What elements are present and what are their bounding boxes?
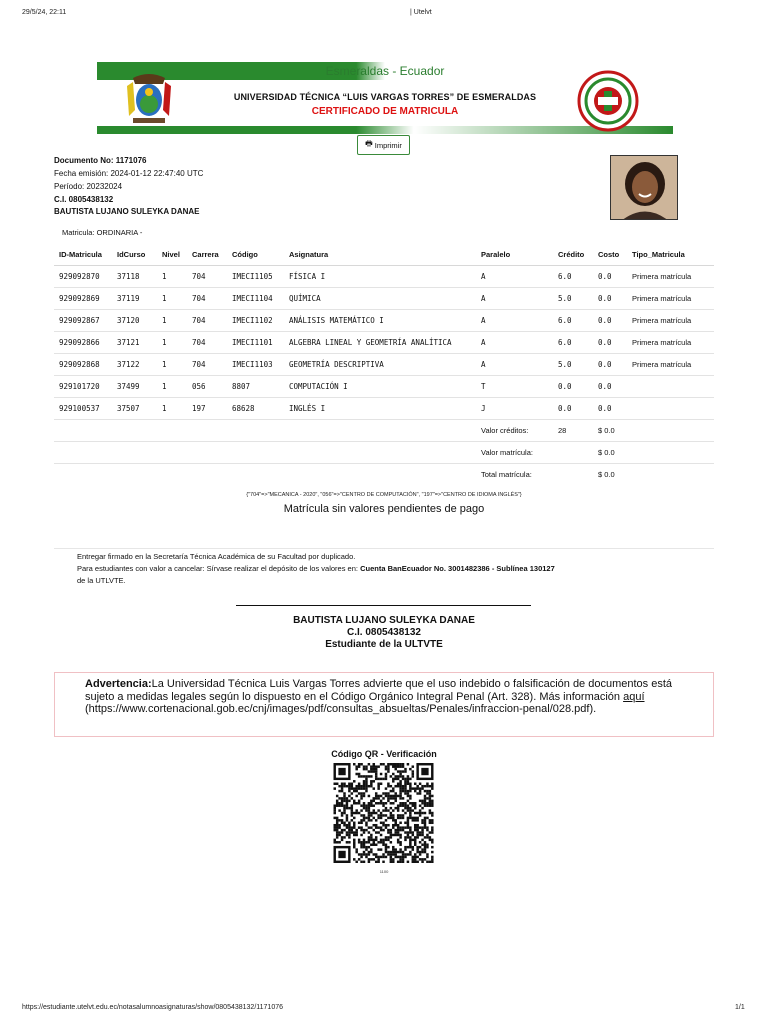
cell-id-matricula: 929092870 — [54, 265, 112, 287]
cell-paralelo: A — [476, 331, 553, 353]
signature-line — [236, 605, 531, 606]
cell-carrera: 704 — [187, 353, 227, 375]
bank-account: Cuenta BanEcuador No. 3001482386 - Sublínea 130127 — [360, 564, 555, 573]
col-costo: Costo — [593, 244, 627, 265]
cell-codigo: IMECI1101 — [227, 331, 284, 353]
cell-id-matricula: 929101720 — [54, 375, 112, 397]
cell-tipo-matricula — [627, 397, 714, 419]
cell-codigo: IMECI1102 — [227, 309, 284, 331]
cell-nivel: 1 — [157, 287, 187, 309]
cell-paralelo: J — [476, 397, 553, 419]
signature-ci: C.I. 0805438132 — [347, 627, 421, 638]
cell-tipo-matricula — [627, 375, 714, 397]
issue-date: Fecha emisión: 2024-01-12 22:47:40 UTC — [54, 169, 204, 178]
divider — [54, 548, 714, 549]
period: Período: 20232024 — [54, 182, 123, 191]
cell-paralelo: A — [476, 265, 553, 287]
cell-costo: 0.0 — [593, 375, 627, 397]
totals-row-matricula — [54, 441, 714, 463]
cell-paralelo: A — [476, 287, 553, 309]
print-button-label: Imprimir — [374, 140, 402, 150]
note-line-3: de la UTLVTE. — [77, 576, 126, 585]
cell-id-matricula: 929092866 — [54, 331, 112, 353]
cell-asignatura: INGLÉS I — [284, 397, 476, 419]
cell-id-matricula: 929092869 — [54, 287, 112, 309]
cell-costo: 0.0 — [593, 397, 627, 419]
warning-title: Advertencia: — [85, 678, 152, 690]
print-button[interactable] — [357, 135, 410, 155]
table-row — [54, 331, 714, 353]
table-header-row — [54, 244, 714, 265]
matricula-cost: $ 0.0 — [593, 441, 627, 463]
cell-nivel: 1 — [157, 397, 187, 419]
cell-credito: 6.0 — [553, 265, 593, 287]
table-row — [54, 353, 714, 375]
cell-costo: 0.0 — [593, 353, 627, 375]
verification-qr-code — [331, 763, 436, 863]
col-credito: Crédito — [553, 244, 593, 265]
cell-idcurso: 37507 — [112, 397, 157, 419]
total-label: Total matrícula: — [481, 469, 532, 479]
career-equivalences: {"704"=>"MECANICA - 2020", "056"=>"CENTRO DE COMPUTACIÓN", "197"=>"CENTRO DE IDIOMA INGLÉS"} — [246, 492, 522, 498]
cell-costo: 0.0 — [593, 287, 627, 309]
cell-id-matricula: 929092867 — [54, 309, 112, 331]
matricula-type: Matricula: ORDINARIA - — [62, 228, 143, 237]
cell-credito: 5.0 — [553, 287, 593, 309]
cell-carrera: 704 — [187, 309, 227, 331]
col-nivel: Nivel — [157, 244, 187, 265]
credits-cost: $ 0.0 — [593, 419, 627, 441]
totals-row-total — [54, 463, 714, 485]
cell-carrera: 704 — [187, 287, 227, 309]
table-row — [54, 265, 714, 287]
note-line-2-prefix: Para estudiantes con valor a cancelar: Sírvase realizar el depósito de los valores en: — [77, 564, 358, 573]
cell-idcurso: 37121 — [112, 331, 157, 353]
table-row — [54, 287, 714, 309]
cell-tipo-matricula: Primera matrícula — [627, 331, 714, 353]
printer-icon: 🖶 — [365, 139, 373, 148]
col-paralelo: Paralelo — [476, 244, 553, 265]
cell-nivel: 1 — [157, 309, 187, 331]
cell-asignatura: COMPUTACIÓN I — [284, 375, 476, 397]
cell-tipo-matricula: Primera matrícula — [627, 265, 714, 287]
cell-credito: 0.0 — [553, 375, 593, 397]
cell-nivel: 1 — [157, 265, 187, 287]
cell-credito: 5.0 — [553, 353, 593, 375]
subjects-table — [54, 244, 714, 485]
col-codigo: Código — [227, 244, 284, 265]
qr-title: Código QR - Verificación — [331, 749, 437, 759]
certificate-title: CERTIFICADO DE MATRICULA — [311, 106, 459, 117]
col-id-matricula: ID-Matricula — [54, 244, 112, 265]
ecuador-coat-of-arms-icon — [123, 70, 175, 128]
warning-body: La Universidad Técnica Luis Vargas Torres advierte que el uso indebido o falsificación de documentos está sujeto a medidas legales según lo dispuesto en el Código Orgánico Integral Penal (Art. 328). Más información — [85, 678, 673, 703]
cell-idcurso: 37122 — [112, 353, 157, 375]
table-row — [54, 309, 714, 331]
cell-credito: 6.0 — [553, 309, 593, 331]
credits-label: Valor créditos: — [476, 419, 553, 441]
col-tipo-matricula: Tipo_Matricula — [627, 244, 714, 265]
cell-id-matricula: 929100537 — [54, 397, 112, 419]
cell-carrera: 704 — [187, 265, 227, 287]
col-carrera: Carrera — [187, 244, 227, 265]
cell-nivel: 1 — [157, 353, 187, 375]
col-asignatura: Asignatura — [284, 244, 476, 265]
certificate-banner — [97, 62, 673, 134]
cell-tipo-matricula: Primera matrícula — [627, 287, 714, 309]
cell-paralelo: T — [476, 375, 553, 397]
warning-link[interactable]: aquí — [623, 690, 645, 703]
note-line-1: Entregar firmado en la Secretaría Técnica Académica de su Facultad por duplicado. — [77, 552, 356, 561]
print-page-title: | Utelvt — [410, 9, 432, 16]
total-cost: $ 0.0 — [598, 469, 615, 479]
university-name: UNIVERSIDAD TÉCNICA “LUIS VARGAS TORRES” DE ESMERALDAS — [233, 92, 537, 102]
cell-carrera: 704 — [187, 331, 227, 353]
cell-id-matricula: 929092868 — [54, 353, 112, 375]
university-seal-icon — [575, 70, 641, 132]
credits-value: 28 — [553, 419, 593, 441]
cell-tipo-matricula: Primera matrícula — [627, 353, 714, 375]
cell-codigo: IMECI1104 — [227, 287, 284, 309]
cell-asignatura: QUÍMICA — [284, 287, 476, 309]
cell-asignatura: ANÁLISIS MATEMÁTICO I — [284, 309, 476, 331]
cell-idcurso: 37499 — [112, 375, 157, 397]
student-photo — [610, 155, 678, 220]
cell-idcurso: 37119 — [112, 287, 157, 309]
cell-costo: 0.0 — [593, 309, 627, 331]
cell-codigo: IMECI1103 — [227, 353, 284, 375]
student-ci: C.I. 0805438132 — [54, 195, 114, 204]
cell-nivel: 1 — [157, 331, 187, 353]
print-page-number: 1/1 — [735, 1004, 745, 1011]
cell-costo: 0.0 — [593, 331, 627, 353]
cell-credito: 0.0 — [553, 397, 593, 419]
cell-asignatura: ALGEBRA LINEAL Y GEOMETRÍA ANALÍTICA — [284, 331, 476, 353]
no-pending-payments: Matrícula sin valores pendientes de pago — [283, 503, 485, 515]
legal-warning — [54, 672, 714, 737]
banner-location: Esmeraldas - Ecuador — [325, 64, 445, 78]
cell-asignatura: GEOMETRÍA DESCRIPTIVA — [284, 353, 476, 375]
cell-tipo-matricula: Primera matrícula — [627, 309, 714, 331]
student-name: BAUTISTA LUJANO SULEYKA DANAE — [54, 207, 200, 216]
qr-caption: 1100 — [379, 869, 389, 874]
document-number: Documento No: 1171076 — [54, 156, 147, 165]
note-line-2 — [77, 564, 555, 573]
cell-idcurso: 37118 — [112, 265, 157, 287]
signature-name: BAUTISTA LUJANO SULEYKA DANAE — [293, 615, 475, 626]
cell-credito: 6.0 — [553, 331, 593, 353]
col-idcurso: IdCurso — [112, 244, 157, 265]
cell-paralelo: A — [476, 309, 553, 331]
cell-idcurso: 37120 — [112, 309, 157, 331]
totals-row-credits — [54, 419, 714, 441]
print-datetime: 29/5/24, 22:11 — [22, 9, 67, 16]
cell-paralelo: A — [476, 353, 553, 375]
cell-carrera: 197 — [187, 397, 227, 419]
print-url: https://estudiante.utelvt.edu.ec/notasalumnoasignaturas/show/0805438132/1171076 — [22, 1004, 284, 1011]
table-row — [54, 375, 714, 397]
table-row — [54, 397, 714, 419]
matricula-label: Valor matrícula: — [476, 441, 553, 463]
warning-url: (https://www.cortenacional.gob.ec/cnj/images/pdf/consultas_absueltas/Penales/infraccion-penal/028.pdf). — [85, 703, 597, 715]
cell-costo: 0.0 — [593, 265, 627, 287]
cell-codigo: 68628 — [227, 397, 284, 419]
cell-carrera: 056 — [187, 375, 227, 397]
cell-asignatura: FÍSICA I — [284, 265, 476, 287]
cell-nivel: 1 — [157, 375, 187, 397]
cell-codigo: 8807 — [227, 375, 284, 397]
student-portrait-icon — [611, 156, 678, 220]
cell-codigo: IMECI1105 — [227, 265, 284, 287]
signature-role: Estudiante de la ULTVTE — [325, 639, 443, 650]
